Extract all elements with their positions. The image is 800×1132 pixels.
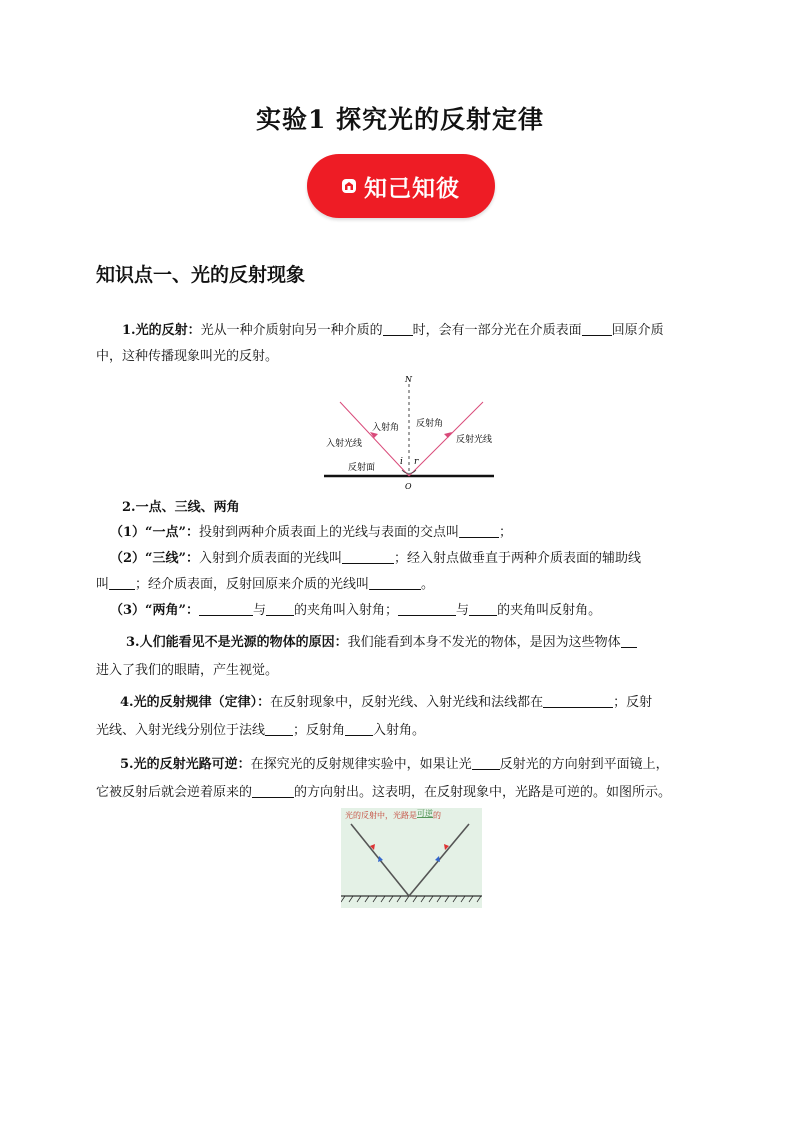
caption-text: 光的反射中，光路是 [345, 811, 417, 820]
text: 的方向射出。这表明，在反射现象中，光路是可逆的。如图所示。 [294, 785, 672, 800]
text: ；经入射点做垂直于两种介质表面的辅助线 [394, 551, 642, 566]
paragraph-line [96, 718, 706, 744]
text: 叫 [96, 577, 110, 592]
text: 的夹角叫反射角。 [497, 603, 602, 618]
point-o-label: O [405, 482, 412, 491]
paragraph-head: 1.光的反射： [122, 323, 201, 338]
fill-blank[interactable] [342, 549, 394, 564]
fill-blank[interactable] [582, 321, 612, 336]
text: 的夹角叫入射角； [294, 603, 399, 618]
paragraph-seeing-objects [126, 630, 736, 656]
fill-blank[interactable] [266, 601, 294, 616]
fill-blank[interactable] [383, 321, 413, 336]
text: 投射到两种介质表面上的光线与表面的交点叫 [199, 525, 460, 540]
text: ； [499, 525, 513, 540]
reflection-diagram [318, 372, 500, 492]
text: 我们能看到本身不发光的物体，是因为这些物体 [347, 635, 621, 650]
fill-blank[interactable] [543, 693, 613, 708]
section-heading: 知识点一、光的反射现象 [96, 264, 306, 286]
paragraph-one-point [110, 520, 720, 546]
text: 光线、入射光线分别位于法线 [96, 723, 266, 738]
fill-blank[interactable] [469, 601, 497, 616]
normal-label: N [405, 375, 412, 384]
reversible-path-diagram [341, 808, 482, 908]
fill-blank[interactable] [621, 633, 637, 648]
paragraph-head: （3）“两角”： [110, 603, 200, 618]
text: 时，会有一部分光在介质表面 [412, 323, 582, 338]
text: 它被反射后就会逆着原来的 [96, 785, 253, 800]
paragraph-three-lines [110, 546, 720, 572]
text: 在探究光的反射规律实验中，如果让光 [250, 757, 472, 772]
paragraph-reflection-law [120, 690, 730, 716]
text: 在反射现象中，反射光线、入射光线和法线都在 [270, 695, 544, 710]
paragraph-line: 进入了我们的眼睛，产生视觉。 [96, 663, 279, 678]
paragraph-reversibility [120, 752, 730, 778]
fill-blank[interactable] [459, 523, 499, 538]
paragraph-head: （2）“三线”： [110, 551, 200, 566]
caption-end: 的 [433, 811, 441, 820]
fill-blank[interactable] [265, 721, 293, 736]
fill-blank[interactable] [252, 783, 294, 798]
paragraph-line: 中，这种传播现象叫光的反射。 [96, 349, 279, 364]
text: 与 [456, 603, 470, 618]
text: 入射角。 [373, 723, 426, 738]
text: 与 [253, 603, 267, 618]
angle-r-label: r [414, 457, 419, 467]
reflect-ray-label: 反射光线 [456, 435, 493, 445]
text: ；反射角 [293, 723, 346, 738]
text: 。 [421, 577, 435, 592]
paragraph-head: 4.光的反射规律（定律）： [120, 695, 271, 710]
fill-blank[interactable] [199, 601, 253, 616]
paragraph-two-angles [110, 598, 720, 624]
page-title: 实验1 探究光的反射定律 [255, 105, 545, 134]
paragraph-head: （1）“一点”： [110, 525, 200, 540]
text: 光从一种介质射向另一种介质的 [200, 323, 383, 338]
fill-blank[interactable] [472, 755, 500, 770]
text: 入射到介质表面的光线叫 [199, 551, 343, 566]
surface-label: 反射面 [348, 463, 376, 473]
fill-blank[interactable] [109, 575, 135, 590]
incident-ray-label: 入射光线 [326, 439, 363, 449]
logo-icon [342, 179, 356, 193]
text: 反射光的方向射到平面镜上， [499, 757, 669, 772]
text: ；经介质表面，反射回原来介质的光线叫 [135, 577, 370, 592]
caption-answer: 可逆 [417, 809, 433, 818]
paragraph-line [96, 572, 706, 598]
angle-i-label: i [400, 457, 403, 467]
paragraph-line [96, 780, 706, 806]
know-yourself-badge [307, 154, 495, 218]
fill-blank[interactable] [345, 721, 373, 736]
badge-label: 知己知彼 [364, 175, 460, 202]
paragraph-heading: 2.一点、三线、两角 [122, 500, 240, 515]
fill-blank[interactable] [369, 575, 421, 590]
fill-blank[interactable] [398, 601, 456, 616]
text: ；反射 [613, 695, 653, 710]
paragraph-head: 3.人们能看见不是光源的物体的原因： [126, 635, 348, 650]
incident-angle-label: 入射角 [372, 423, 400, 433]
paragraph-reflection-definition [122, 318, 732, 344]
reflect-angle-label: 反射角 [416, 419, 444, 429]
paragraph-head: 5.光的反射光路可逆： [120, 757, 251, 772]
text: 回原介质 [611, 323, 664, 338]
